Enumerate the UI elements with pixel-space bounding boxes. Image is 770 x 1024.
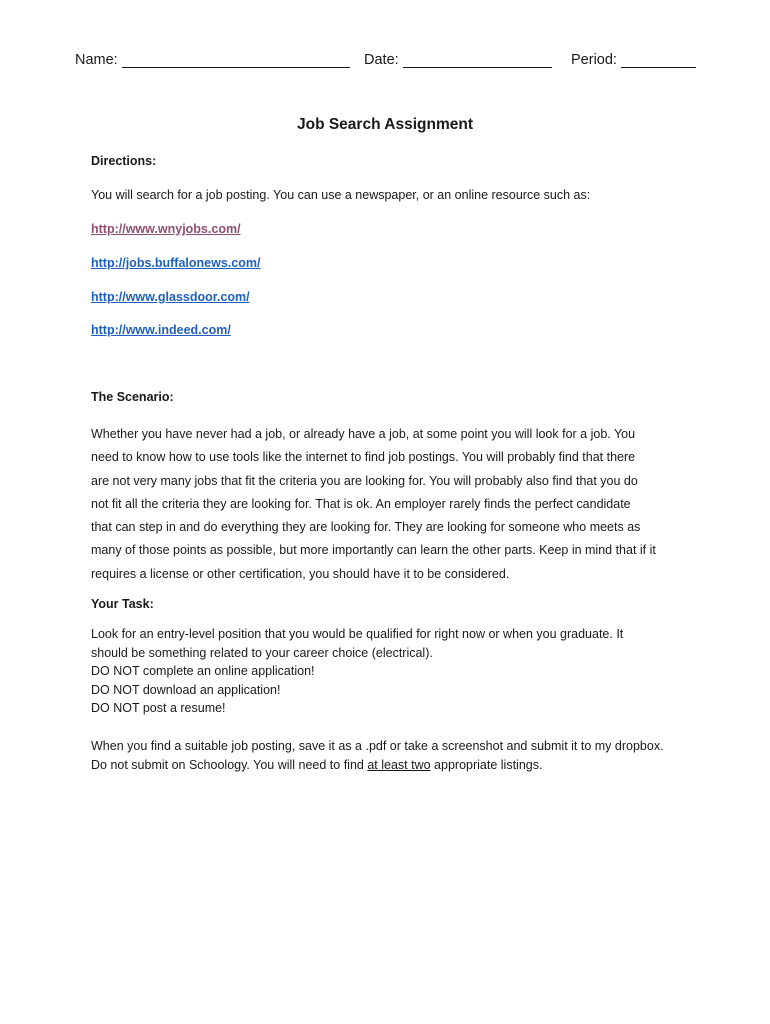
directions-intro: You will search for a job posting. You can use a newspaper, or an online resource such as: [91,188,591,202]
task-line: Look for an entry-level position that you would be qualified for right now or when you graduate. It [91,627,624,641]
period-blank-line [621,53,696,68]
page-title: Job Search Assignment [296,116,473,133]
submission-text-end: appropriate listings. [430,758,543,772]
scenario-line: many of those points as possible, but more importantly can learn the other parts. Keep in mind that if it [91,543,656,558]
task-paragraph [91,625,691,718]
name-blank-line [122,53,350,68]
task-line: should be something related to your career choice (electrical). [91,645,433,660]
submission-text: Do not submit on Schoology. You will need to find [91,758,368,772]
link-indeed[interactable]: http://www.indeed.com/ [91,323,231,337]
header-fields [75,52,695,74]
period-label: Period: [571,52,617,68]
date-label: Date: [364,52,399,68]
name-label: Name: [75,52,118,68]
date-field [364,52,552,68]
task-line: DO NOT post a resume! [91,701,226,716]
link-wnyjobs[interactable]: http://www.wnyjobs.com/ [91,222,241,236]
scenario-line: need to know how to use tools like the internet to find job postings. You will probably find that there [91,450,636,465]
scenario-heading: The Scenario: [91,390,174,404]
scenario-line: Whether you have never had a job, or already have a job, at some point you will look for a job. You [91,427,636,441]
submission-paragraph [91,737,691,775]
submission-line: When you find a suitable job posting, save it as a .pdf or take a screenshot and submit it to my dropbox. [91,739,664,753]
scenario-line: not fit all the criteria they are looking for. That is ok. An employer rarely finds the perfect candidate [91,496,631,511]
name-field [75,52,350,68]
scenario-line: requires a license or other certification, you should have it to be considered. [91,566,510,581]
submission-line-2 [91,756,691,775]
scenario-line: are not very many jobs that fit the criteria you are looking for. You will probably also find that you do [91,473,638,488]
task-line: DO NOT complete an online application! [91,664,315,679]
underlined-emphasis: at least two [367,758,431,772]
scenario-line: that can step in and do everything they are looking for. They are looking for someone who meets as [91,520,641,535]
task-line: DO NOT download an application! [91,682,281,697]
period-field [571,52,696,68]
link-glassdoor[interactable]: http://www.glassdoor.com/ [91,290,250,304]
directions-heading: Directions: [91,154,157,168]
task-heading: Your Task: [91,597,154,611]
date-blank-line [403,53,552,68]
scenario-paragraph [91,423,691,586]
link-buffalonews[interactable]: http://jobs.buffalonews.com/ [91,256,261,270]
